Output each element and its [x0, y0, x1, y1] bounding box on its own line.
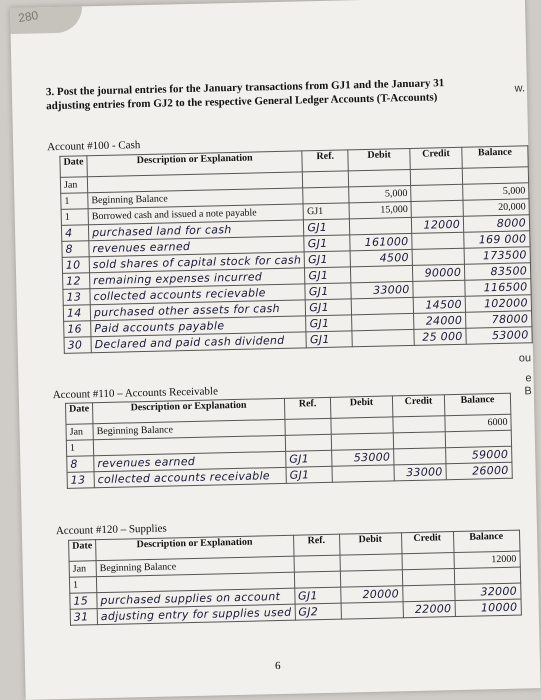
cell-balance: 83500 [464, 263, 530, 280]
column-header-debit: Debit [330, 396, 392, 418]
cell-debit [340, 570, 402, 587]
cell-debit [349, 169, 411, 186]
cell-ref: GJ2 [295, 603, 341, 620]
cell-balance: 59000 [446, 446, 512, 463]
cell-ref [303, 187, 349, 204]
cash-ledger-table [59, 145, 532, 354]
cell-date: 30 [64, 337, 91, 354]
cell-ref: GJ1 [286, 450, 332, 467]
cell-desc: purchased land for cash [88, 220, 304, 241]
corner-text: 280 [17, 8, 40, 26]
worksheet-page [10, 0, 541, 700]
column-header-credit: Credit [392, 395, 444, 417]
cell-balance: 78000 [466, 311, 532, 328]
cell-date: 31 [70, 609, 97, 626]
question-text: 3. Post the journal entries for the January transactions from GJ1 and the January 31 adjusting entries from GJ2 to the respective General Ledger Accounts (T-Accounts) [45, 77, 445, 113]
cell-ref: GJ1 [304, 219, 350, 236]
cell-debit [340, 554, 402, 571]
cell-debit [331, 417, 393, 434]
cell-debit: 15,000 [349, 201, 411, 218]
cell-debit [351, 297, 413, 314]
cell-balance [454, 567, 520, 584]
cell-ref: GJ1 [304, 251, 350, 268]
column-header-desc: Description or Explanation [92, 398, 284, 423]
cell-desc: collected accounts receivable [94, 467, 286, 487]
cell-ref [303, 171, 349, 188]
cell-debit [331, 433, 393, 450]
cell-desc: Declared and paid cash dividend [91, 332, 307, 353]
account-title-cash: Account #100 - Cash [47, 139, 141, 154]
supplies-ledger-table [68, 530, 521, 626]
cell-debit [341, 602, 403, 619]
cell-debit [351, 265, 413, 282]
cell-balance: 26000 [446, 462, 512, 479]
column-header-ref: Ref. [284, 397, 330, 419]
cell-ref: GJ1 [306, 331, 352, 348]
cell-desc: Beginning Balance [96, 556, 294, 576]
cell-date: 8 [62, 241, 89, 258]
cell-debit: 20000 [340, 586, 402, 603]
cell-debit: 5,000 [349, 185, 411, 202]
cell-debit: 33000 [351, 281, 413, 298]
column-header-debit: Debit [339, 533, 401, 555]
cell-date: 12 [63, 273, 90, 290]
cell-debit: 53000 [332, 449, 394, 466]
cell-debit [332, 465, 394, 482]
cell-credit [410, 168, 462, 185]
cell-debit: 4500 [350, 249, 412, 266]
column-header-balance: Balance [462, 146, 528, 168]
account-title-supplies: Account #120 – Supplies [55, 522, 167, 538]
cell-ref: GJ1 [305, 267, 351, 284]
cell-date: 1 [61, 193, 88, 210]
cell-date: Jan [60, 177, 87, 194]
cell-credit: 24000 [414, 312, 466, 329]
cell-balance: 102000 [465, 295, 531, 312]
column-header-balance: Balance [453, 530, 519, 552]
cell-date: Jan [69, 561, 96, 578]
cell-desc: remaining expenses incurred [90, 268, 306, 289]
cell-balance: 173500 [464, 247, 530, 264]
column-header-debit: Debit [348, 148, 410, 170]
cell-date: Jan [66, 424, 93, 441]
cell-desc: revenues earned [89, 236, 305, 257]
cell-balance: 169 000 [464, 231, 530, 248]
cell-ref: GJ1 [294, 587, 340, 604]
cell-ref [285, 418, 331, 435]
cell-ref: GJ1 [306, 299, 352, 316]
cell-date: 1 [66, 440, 93, 457]
cell-ref: GJ1 [304, 235, 350, 252]
column-header-ref: Ref. [302, 150, 348, 172]
cell-credit [402, 585, 454, 602]
cell-credit [412, 232, 464, 249]
column-header-balance: Balance [444, 393, 510, 415]
column-header-date: Date [69, 540, 96, 562]
column-header-desc: Description or Explanation [87, 151, 303, 177]
cell-ref [294, 555, 340, 572]
side-label-3: e [525, 372, 532, 385]
cell-date: 13 [67, 472, 94, 489]
cell-credit [412, 248, 464, 265]
side-label-4: B [524, 385, 532, 398]
cell-credit: 14500 [413, 296, 465, 313]
page-number: 6 [274, 660, 281, 673]
cell-credit [393, 416, 445, 433]
cell-ref: GJ1 [286, 466, 332, 483]
cell-credit [402, 569, 454, 586]
cell-credit [413, 280, 465, 297]
cell-credit [411, 200, 463, 217]
account-title-receivable: Account #110 – Accounts Receivable [52, 385, 219, 402]
cell-date: 8 [67, 456, 94, 473]
cell-credit [394, 448, 446, 465]
cell-date: 1 [61, 209, 88, 226]
cell-credit: 90000 [413, 264, 465, 281]
cell-credit: 25 000 [414, 328, 466, 345]
cell-credit [411, 184, 463, 201]
column-header-date: Date [65, 403, 92, 425]
cell-credit: 33000 [394, 464, 446, 481]
cell-desc: Paid accounts payable [91, 316, 307, 337]
cell-ref [294, 571, 340, 588]
cell-debit: 161000 [350, 233, 412, 250]
cell-desc: sold shares of capital stock for cash [89, 252, 305, 273]
cell-desc: Borrowed cash and issued a note payable [88, 204, 304, 225]
column-header-credit: Credit [401, 532, 453, 554]
cell-desc: Beginning Balance [93, 419, 285, 439]
cell-ref [285, 434, 331, 451]
column-header-credit: Credit [410, 147, 462, 169]
cell-balance [462, 167, 528, 184]
cell-date: 13 [63, 289, 90, 306]
cell-date: 1 [69, 577, 96, 594]
cell-ref: GJ1 [306, 315, 352, 332]
cell-balance: 53000 [466, 327, 532, 344]
cell-balance: 10000 [455, 599, 521, 616]
cell-desc: Beginning Balance [88, 188, 304, 209]
cell-date: 14 [63, 305, 90, 322]
cell-desc: adjusting entry for supplies used [97, 604, 295, 624]
cell-debit [352, 329, 414, 346]
cell-credit [393, 432, 445, 449]
cell-desc: purchased other assets for cash [90, 300, 306, 321]
cell-debit [352, 313, 414, 330]
cell-credit: 22000 [403, 601, 455, 618]
cell-desc: purchased supplies on account [97, 588, 295, 608]
cell-ref: GJ1 [303, 203, 349, 220]
cell-ref: GJ1 [305, 283, 351, 300]
cell-balance: 32000 [454, 583, 520, 600]
receivable-ledger-table [65, 393, 513, 489]
cell-debit [350, 217, 412, 234]
cell-balance: 20,000 [463, 199, 529, 216]
column-header-date: Date [60, 156, 87, 178]
cell-balance: 8000 [463, 215, 529, 232]
column-header-desc: Description or Explanation [96, 535, 294, 560]
cell-desc: collected accounts recievable [90, 284, 306, 305]
column-header-ref: Ref. [293, 534, 339, 556]
cell-credit: 12000 [411, 216, 463, 233]
side-label-2: ou [518, 352, 532, 365]
cell-balance [445, 430, 511, 447]
cell-balance: 6000 [445, 414, 511, 431]
cell-date: 4 [61, 225, 88, 242]
side-label-1: w. [514, 82, 526, 95]
cell-date: 10 [62, 257, 89, 274]
cell-date: 15 [70, 593, 97, 610]
cell-balance: 5,000 [463, 183, 529, 200]
cell-balance: 116500 [465, 279, 531, 296]
cell-desc: revenues earned [94, 451, 286, 471]
page-corner [10, 6, 83, 34]
cell-balance: 12000 [454, 551, 520, 568]
cell-date: 16 [64, 321, 91, 338]
cell-credit [402, 553, 454, 570]
